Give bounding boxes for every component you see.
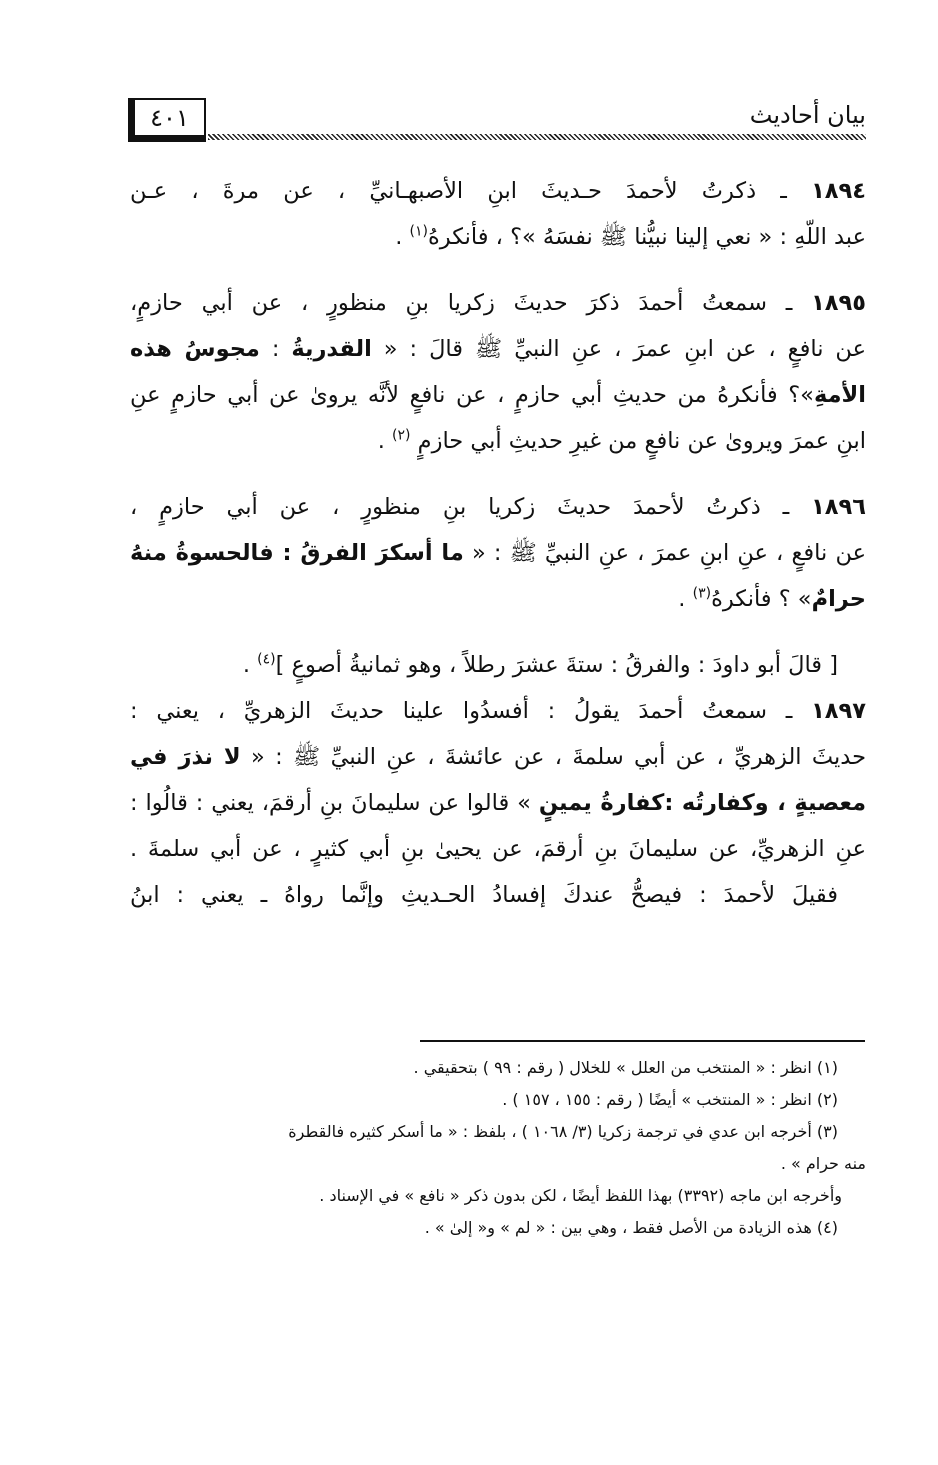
paragraph-gap — [130, 464, 866, 484]
entry-number: ١٨٩٦ — [811, 494, 866, 520]
footnote-ref[interactable]: (٤) — [257, 651, 276, 668]
text-segment: عن نافعٍ ، عنِ ابنِ عمرَ ، عنِ النبيِّ ﷺ : « — [471, 540, 866, 566]
footnote-3-continued: منه حرام » . — [780, 1154, 866, 1173]
text-segment: » ؟ فأنكرهُ — [711, 586, 812, 612]
entry-1896-line-1 — [130, 484, 866, 530]
entry-1895-line-2 — [130, 326, 866, 372]
bold-hadith-text: ما أسكرَ الفرقُ : فالحسوةُ منهُ — [130, 540, 464, 566]
bold-hadith-text: معصيةٍ ، وكفارتُه :كفارةُ يمينٍ — [538, 790, 866, 816]
entry-1897-line-1 — [130, 688, 866, 734]
entry-1897-line-3 — [130, 780, 866, 826]
text-segment: . — [395, 224, 410, 250]
text-segment: . — [242, 652, 258, 678]
entry-1895-line-1 — [130, 280, 866, 326]
entry-number: ١٨٩٧ — [811, 698, 866, 724]
entry-number: ١٨٩٥ — [811, 290, 866, 316]
entry-1897-line-4 — [130, 826, 866, 872]
entry-1896-bracket-note — [130, 642, 866, 688]
footnote-ref[interactable]: (٣) — [692, 585, 712, 602]
text-segment: ابنِ عمرَ ويروىٰ عن نافعٍ من غيرِ حديثِ أبي حازمٍ — [417, 428, 866, 454]
text-segment: ـ سمعتُ أحمدَ يقولُ : أفسدُوا علينا حديثَ الزهريِّ ، يعني : — [130, 698, 793, 724]
footnote-ref[interactable]: (١) — [409, 223, 428, 240]
entry-1896-line-3 — [130, 576, 866, 622]
text-segment: » قالوا عن سليمانَ بنِ أرقمَ، يعني : قالُوا : — [130, 790, 539, 816]
entry-1895-line-4 — [130, 418, 866, 464]
entry-1895-line-3 — [130, 372, 866, 418]
footnote-separator — [420, 1040, 865, 1042]
main-text — [130, 168, 866, 918]
page-number: ٤٠١ — [128, 98, 206, 142]
text-segment: . — [678, 586, 693, 612]
footnote-3: (٣) أخرجه ابن عدي في ترجمة زكريا (٣/ ١٠٦٨ ) ، بلفظ : « ما أسكر كثيره فالقطرة — [288, 1122, 838, 1141]
text-segment: ـ ذكرتُ لأحمدَ حديثَ زكريا بنِ منظورٍ ، عن أبي حازمٍ ، — [130, 494, 790, 520]
paragraph-gap — [130, 622, 866, 642]
entry-1897-line-2 — [130, 734, 866, 780]
text-segment: »؟ فأنكرهُ من حديثِ أبي حازمٍ ، عن نافعٍ لأنَّه يروىٰ عن أبي حازمٍ عنِ — [130, 382, 814, 408]
text-segment: عن نافعٍ ، عن ابنِ عمرَ ، عنِ النبيِّ ﷺ قالَ : « — [383, 336, 866, 362]
running-head-title: بيان أحاديث — [749, 101, 866, 129]
bold-hadith-text: القدريةُ — [291, 336, 372, 362]
text-segment: عنِ الزهريِّ، عن سليمانَ بنِ أرقمَ، عن يحيىٰ بنِ أبي كثيرٍ ، عن أبي سلمةَ . — [130, 836, 866, 862]
footnote-2: (٢) انظر : « المنتخب » أيضًا ( رقم : ١٥٥ ، ١٥٧ ) . — [502, 1090, 838, 1109]
entry-number: ١٨٩٤ — [811, 178, 866, 204]
text-segment: فقيلَ لأحمدَ : فيصحُّ عندكَ إفسادُ الحـديثِ وإنَّما رواهُ ـ يعني : ابنُ — [130, 882, 838, 908]
bold-hadith-text: مجوسُ هذه — [130, 336, 260, 362]
text-segment: . — [377, 428, 393, 454]
text-segment: ـ ذكرتُ لأحمدَ حـديثَ ابنِ الأصبهـانيِّ ، عن مرةَ ، عـن — [130, 178, 787, 204]
text-segment: ـ سمعتُ أحمدَ ذكرَ حديثَ زكريا بنِ منظورٍ ، عن أبي حازمٍ، — [130, 290, 793, 316]
entry-1894-line-1 — [130, 168, 866, 214]
text-segment: حديثَ الزهريِّ ، عن أبي سلمةَ ، عن عائشةَ ، عنِ النبيِّ ﷺ : « — [251, 744, 866, 770]
footnote-3-addition: وأخرجه ابن ماجه (٣٣٩٢) بهذا اللفظ أيضًا ، لكن بدون ذكر « نافع » في الإسناد . — [319, 1186, 842, 1205]
bold-hadith-text: الأمةِ — [813, 382, 866, 408]
paragraph-gap — [130, 260, 866, 280]
text-segment: [ قالَ أبو داودَ : والفرقُ : ستةَ عشرَ رطلاً ، وهو ثمانيةُ أصوعٍ ] — [275, 652, 838, 678]
bold-hadith-text: لا نذرَ في — [130, 744, 241, 770]
text-segment: عبد اللّهِ : « نعي إلينا نبيُّنا ﷺ نفسَهُ »؟ ، فأنكرهُ — [428, 224, 866, 250]
footnote-ref[interactable]: (٢) — [392, 427, 411, 444]
entry-1894-line-2 — [130, 214, 866, 260]
text-segment: : — [259, 336, 292, 362]
bold-hadith-text: حرامٌ — [811, 586, 866, 612]
entry-1897-line-5 — [130, 872, 866, 918]
footnote-4: (٤) هذه الزيادة من الأصل فقط ، وهي بين : « لم » و« إلىٰ » . — [424, 1218, 838, 1237]
header-rule — [208, 134, 866, 140]
footnotes — [130, 1052, 866, 1244]
footnote-1: (١) انظر : « المنتخب من العلل » للخلال ( رقم : ٩٩ ) بتحقيقي . — [413, 1058, 838, 1077]
entry-1896-line-2 — [130, 530, 866, 576]
